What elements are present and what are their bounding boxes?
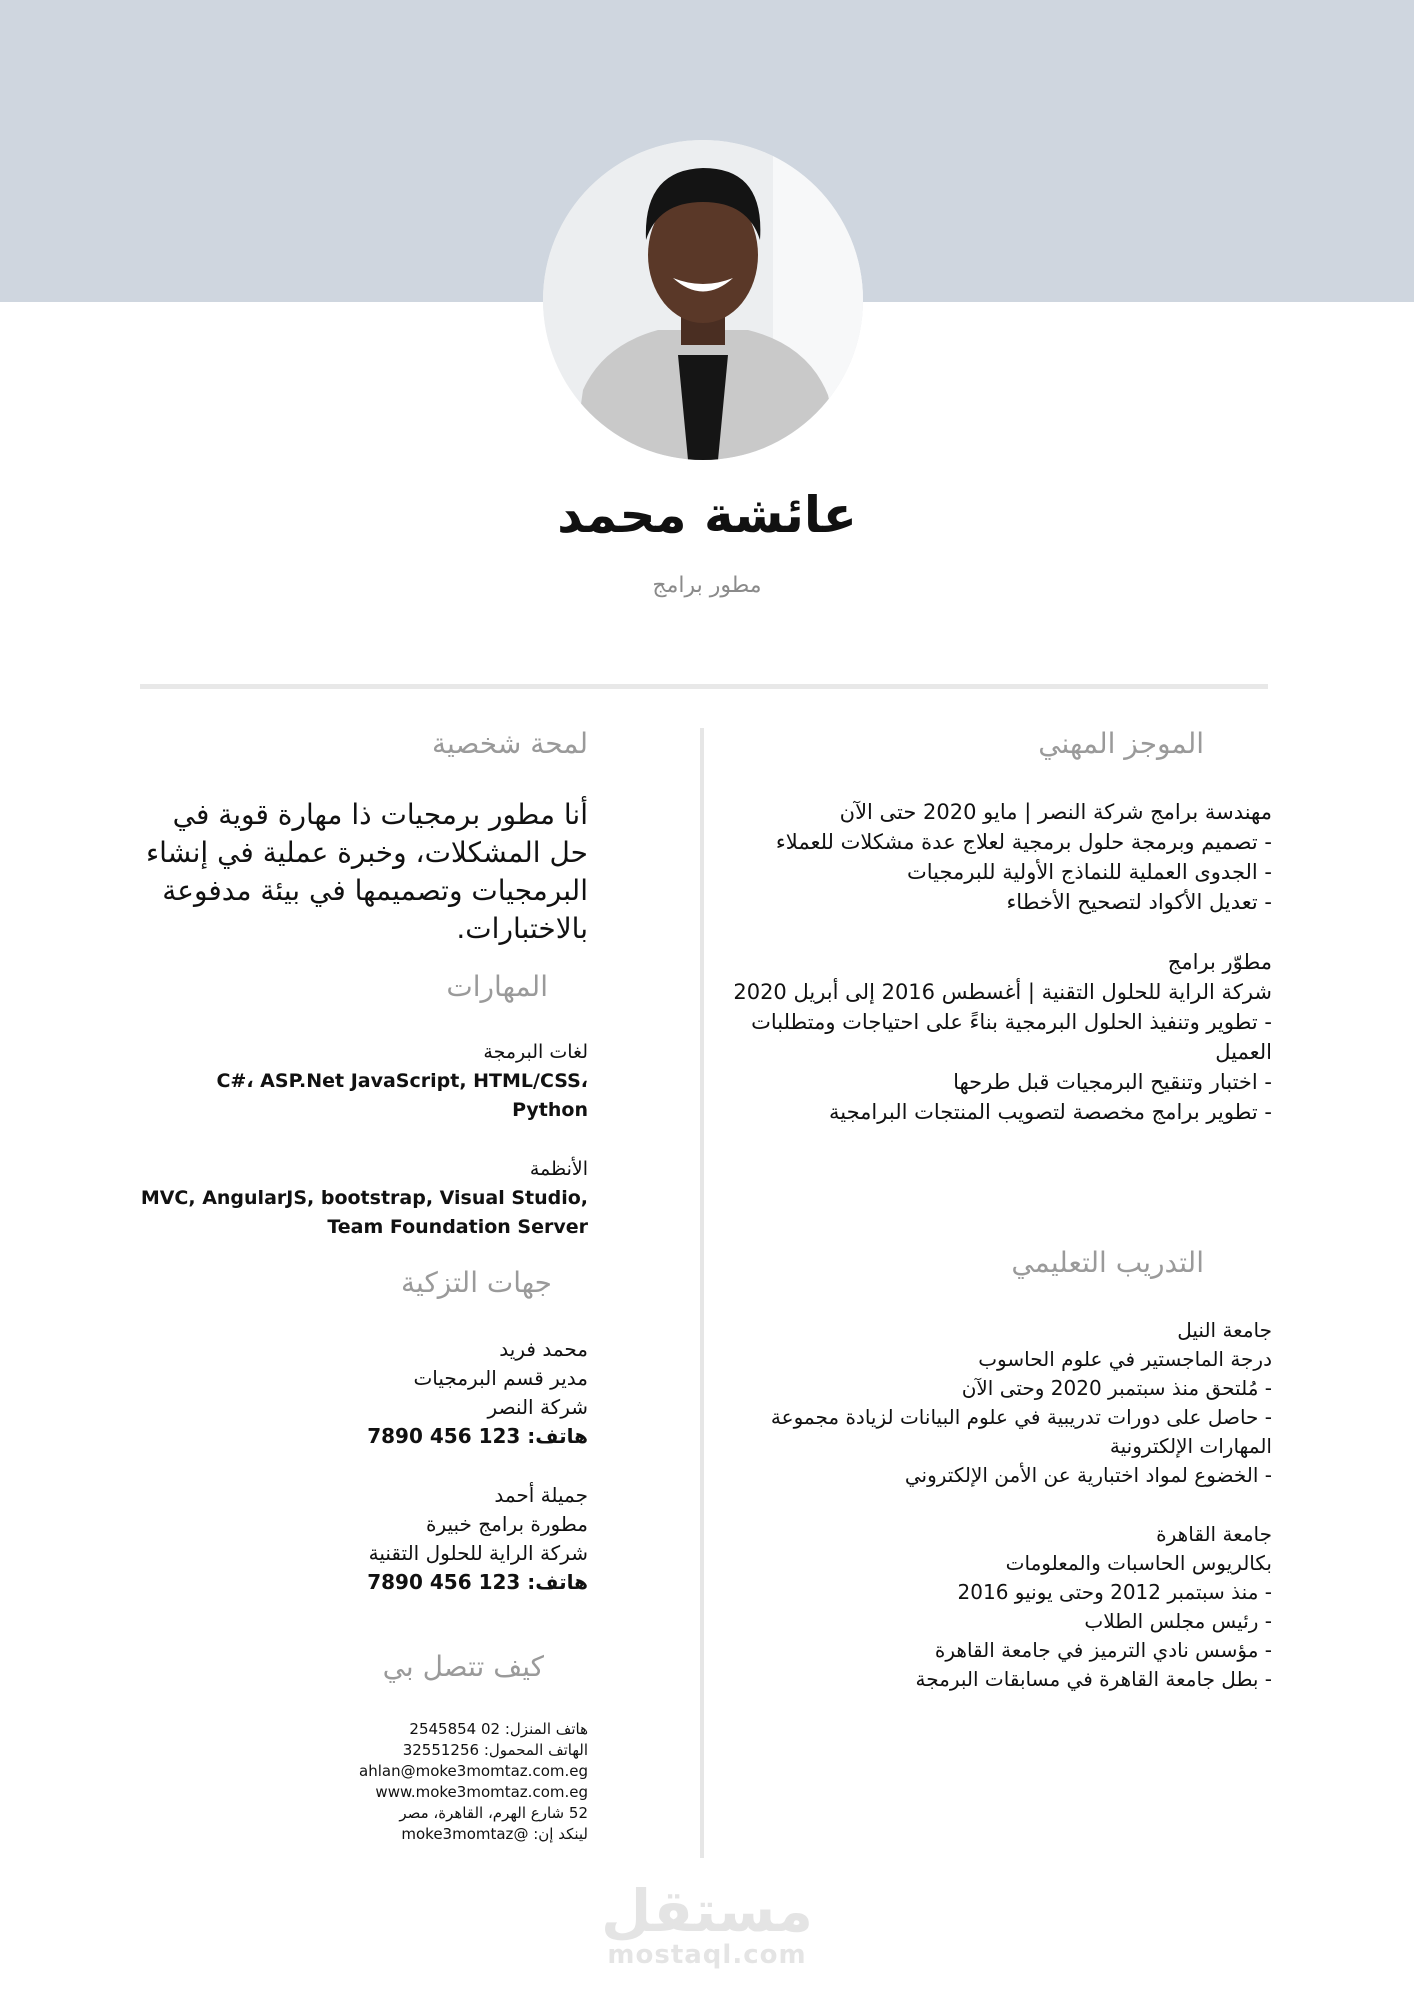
experience-section <box>712 797 1272 1127</box>
reference-company: شركة الراية للحلول التقنية <box>368 1541 588 1565</box>
profile-photo-illustration <box>543 140 863 460</box>
references-section <box>138 1335 588 1597</box>
job2-title: مطوّر برامج <box>1167 950 1272 974</box>
website-link[interactable]: www.moke3momtaz.com.eg <box>375 1783 588 1801</box>
reference-role: مدير قسم البرمجيات <box>413 1366 588 1390</box>
job2-bullet: - تطوير وتنفيذ الحلول البرمجية بناءً على احتياجات ومتطلبات العميل <box>751 1010 1272 1064</box>
education-bullet: - مُلتحق منذ سبتمبر 2020 وحتى الآن <box>961 1376 1272 1400</box>
contact-section <box>138 1719 588 1845</box>
job2-bullet: - اختبار وتنقيح البرمجيات قبل طرحها <box>953 1070 1272 1094</box>
profile-heading: لمحة شخصية <box>432 727 588 760</box>
university-name: جامعة النيل <box>1177 1318 1272 1342</box>
watermark <box>0 1877 1414 1970</box>
experience-heading: الموجز المهني <box>1038 727 1204 760</box>
skills-heading: المهارات <box>446 970 548 1003</box>
person-name: عائشة محمد <box>557 486 857 544</box>
references-heading: جهات التزكية <box>400 1266 552 1299</box>
reference-role: مطورة برامج خبيرة <box>425 1512 588 1536</box>
vertical-divider <box>700 728 704 1858</box>
job1-line: مهندسة برامج شركة النصر | مايو 2020 حتى الآن <box>839 800 1272 824</box>
watermark-url: mostaql.com <box>607 1940 807 1970</box>
profile-photo <box>543 140 863 460</box>
linkedin-link[interactable]: لينكد إن: @moke3momtaz <box>401 1825 588 1843</box>
education-bullet: - حاصل على دورات تدريبية في علوم البيانات لزيادة مجموعة المهارات الإلكترونية <box>770 1405 1272 1458</box>
profile-text: أنا مطور برمجيات ذا مهارة قوية في حل المشكلات، وخبرة عملية في إنشاء البرمجيات وتصميمها في بيئة مدفوعة بالاختبارات. <box>145 798 588 945</box>
reference-name: جميلة أحمد <box>494 1483 588 1507</box>
address: 52 شارع الهرم، القاهرة، مصر <box>399 1804 588 1822</box>
education-bullet: - بطل جامعة القاهرة في مسابقات البرمجة <box>915 1667 1272 1691</box>
education-bullet: - منذ سبتمبر 2012 وحتى يونيو 2016 <box>957 1580 1272 1604</box>
reference-phone: هاتف: 123 456 7890 <box>367 1570 588 1594</box>
watermark-logo: مستقل <box>600 1877 814 1945</box>
education-bullet: - رئيس مجلس الطلاب <box>1084 1609 1272 1633</box>
job-title: مطور برامج <box>652 573 762 598</box>
education-bullet: - مؤسس نادي الترميز في جامعة القاهرة <box>934 1638 1272 1662</box>
reference-phone: هاتف: 123 456 7890 <box>367 1424 588 1448</box>
skills-value: C#، ASP.Net JavaScript, HTML/CSS، Python <box>216 1070 588 1121</box>
home-phone: هاتف المنزل: 02 2545854 <box>409 1720 588 1738</box>
degree: بكالريوس الحاسبات والمعلومات <box>1005 1551 1272 1575</box>
education-heading: التدريب التعليمي <box>1011 1246 1204 1279</box>
university-name: جامعة القاهرة <box>1156 1522 1272 1546</box>
horizontal-divider <box>140 684 1268 689</box>
skills-section <box>138 1038 588 1242</box>
job2-line: شركة الراية للحلول التقنية | أغسطس 2016 إلى أبريل 2020 <box>733 980 1272 1004</box>
email-link[interactable]: ahlan@moke3momtaz.com.eg <box>359 1762 588 1780</box>
skills-label: لغات البرمجة <box>483 1041 588 1063</box>
job1-bullet: - تصميم وبرمجة حلول برمجية لعلاج عدة مشكلات للعملاء <box>775 830 1272 854</box>
job2-bullet: - تطوير برامج مخصصة لتصويب المنتجات البرامجية <box>829 1100 1272 1124</box>
degree: درجة الماجستير في علوم الحاسوب <box>978 1347 1272 1371</box>
job1-bullet: - الجدوى العملية للنماذج الأولية للبرمجيات <box>906 860 1272 884</box>
education-bullet: - الخضوع لمواد اختبارية عن الأمن الإلكتروني <box>904 1463 1272 1487</box>
skills-label: الأنظمة <box>529 1158 588 1180</box>
job1-bullet: - تعديل الأكواد لتصحيح الأخطاء <box>1006 890 1272 914</box>
education-section <box>712 1316 1272 1694</box>
mobile-phone: الهاتف المحمول: 32551256 <box>402 1741 588 1759</box>
skills-value: MVC, AngularJS, bootstrap, Visual Studio, Team Foundation Server <box>140 1187 588 1238</box>
contact-heading: كيف تتصل بي <box>382 1650 544 1683</box>
reference-name: محمد فريد <box>499 1337 588 1361</box>
reference-company: شركة النصر <box>487 1395 588 1419</box>
